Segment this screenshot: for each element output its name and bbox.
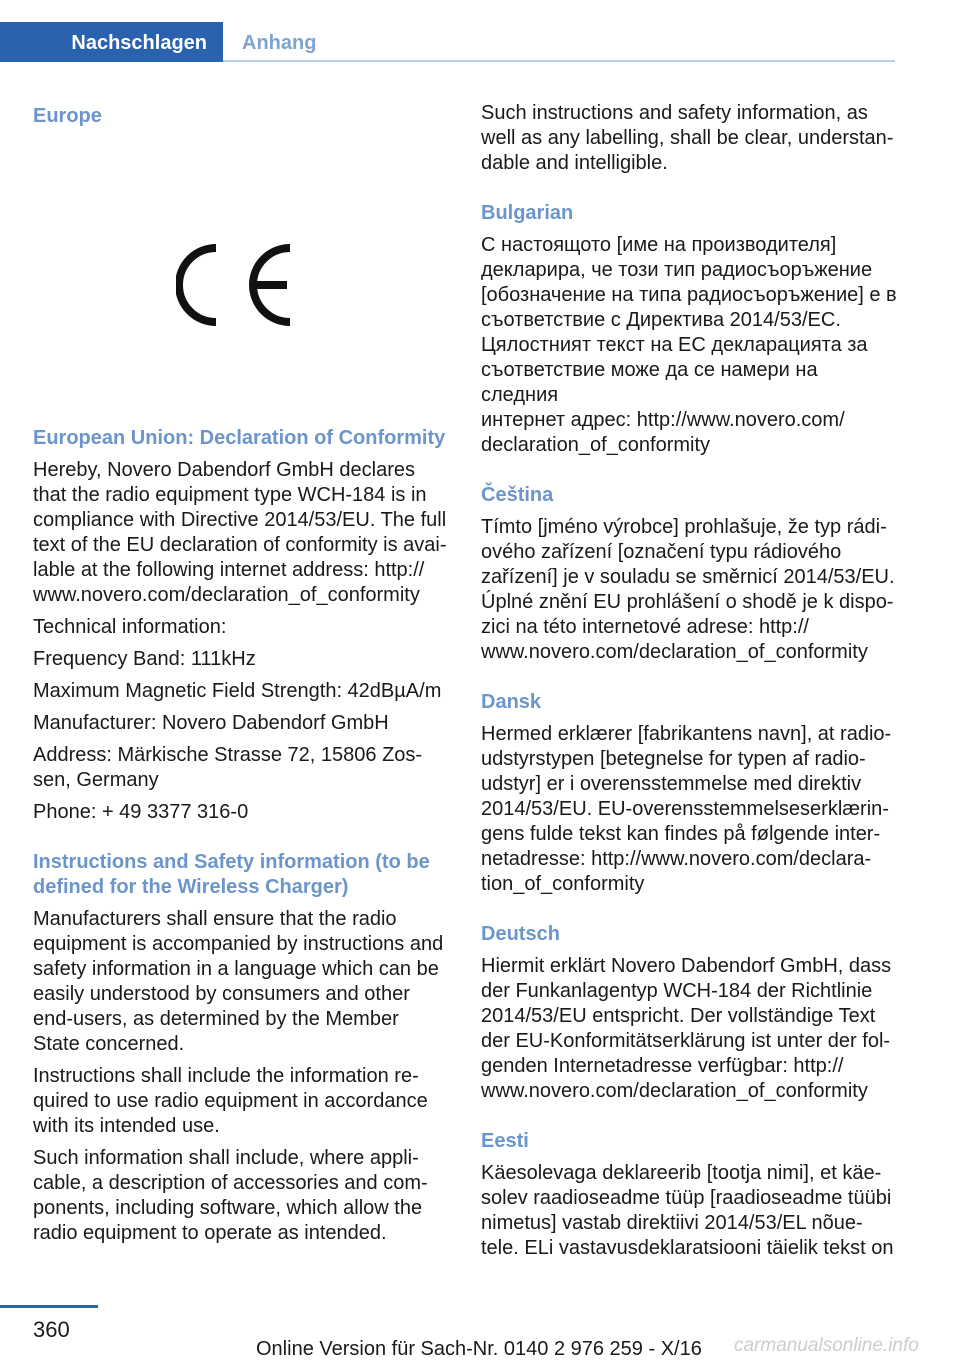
- instructions-paragraph-1: Manufacturers shall ensure that the radio equipment is accompanied by instructions and safety information in a language which can be easily understood by consumers and other end-users, as determined by the Member State concerned.: [33, 908, 444, 1055]
- eu-declaration-text: Hereby, Novero Dabendorf GmbH declares that the radio equipment type WCH-184 is in compliance with Directive 2014/53/EU. The full text of the EU declaration of conformity is avai- lable at the following internet address: http:// www.novero.com/declaration_of_conformity: [33, 459, 447, 606]
- frequency-band: Frequency Band: 111kHz: [33, 648, 256, 670]
- left-column: [33, 101, 451, 1253]
- ce-mark-area: [33, 136, 451, 426]
- footer-rule: [0, 1305, 98, 1308]
- czech-text: Tímto [jméno výrobce] prohlašuje, že typ rádi- ového zařízení [označení typu rádiového zařízení] je v souladu se směrnicí 2014/53/EU. Úplné znění EU prohlášení o shodě je k dispo- zici na této internetové adrese: http:// www.novero.com/declaration_of_conformity: [481, 516, 895, 663]
- section-title-instructions: Instructions and Safety information (to be defined for the Wireless Charger): [33, 851, 430, 898]
- section-title-czech: Čeština: [481, 484, 554, 506]
- section-title-bulgarian: Bulgarian: [481, 202, 574, 224]
- manufacturer: Manufacturer: Novero Dabendorf GmbH: [33, 712, 389, 734]
- online-version-note: Online Version für Sach-Nr. 0140 2 976 259 - X/16: [256, 1338, 702, 1360]
- section-title-danish: Dansk: [481, 691, 542, 713]
- estonian-text: Käesolevaga deklareerib [tootja nimi], et käe- solev raadioseadme tüüp [raadioseadme tüübi nimetus] vastab direktiivi 2014/53/EL nõue- tele. ELi vastavusdeklaratsiooni täielik tekst on: [481, 1162, 894, 1259]
- right-column: [481, 101, 897, 1268]
- instructions-continued: Such instructions and safety information, as well as any labelling, shall be clear, understan- dable and intelligible.: [481, 102, 894, 174]
- header-tabs: [0, 22, 895, 62]
- section-title-german: Deutsch: [481, 923, 560, 945]
- german-text: Hiermit erklärt Novero Dabendorf GmbH, dass der Funkanlagentyp WCH-184 der Richtlinie 2014/53/EU entspricht. Der vollständige Text der EU-Konformitätserklärung ist unter der fol- genden Internetadresse verfügbar: http:// www.novero.com/declaration_of_conformity: [481, 955, 892, 1102]
- instructions-paragraph-2: Instructions shall include the information re- quired to use radio equipment in accordance with its intended use.: [33, 1065, 428, 1137]
- tab-nachschlagen[interactable]: Nachschlagen: [0, 22, 223, 62]
- danish-text: Hermed erklærer [fabrikantens navn], at radio- udstyrstypen [betegnelse for typen af radio- udstyr] er i overensstemmelse med direktiv 2014/53/EU. EU-overensstemmelseserklærin- gens fulde tekst kan findes på følgende inter- netadresse: http://www.novero.com/declara- tion_of_conformity: [481, 723, 892, 895]
- section-title-estonian: Eesti: [481, 1130, 529, 1152]
- tab-anhang[interactable]: Anhang: [242, 32, 317, 54]
- section-title-europe: Europe: [33, 105, 102, 127]
- instructions-paragraph-3: Such information shall include, where appli- cable, a description of accessories and com- ponents, including software, which allow the radio equipment to operate as intended.: [33, 1147, 428, 1244]
- ce-mark-icon: [176, 242, 296, 328]
- header-rule: [223, 60, 895, 62]
- watermark: carmanualsonline.info: [734, 1335, 919, 1356]
- bulgarian-text: С настоящото [име на производителя] декларира, че този тип радиосъоръжение [обозначение на типа радиосъоръжение] е в съответствие с Директива 2014/53/ЕС. Цялостният текст на ЕС декларацията за съответствие може да се намери на следния интернет адрес: http://www.novero.com/ declaration_of_conformity: [481, 234, 897, 456]
- section-title-eu-declaration: European Union: Declaration of Conformity: [33, 427, 446, 449]
- field-strength: Maximum Magnetic Field Strength: 42dBµA/m: [33, 680, 442, 702]
- address: Address: Märkische Strasse 72, 15806 Zos- sen, Germany: [33, 744, 423, 791]
- technical-info-label: Technical information:: [33, 616, 227, 638]
- phone: Phone: + 49 3377 316-0: [33, 801, 249, 823]
- page-number: 360: [33, 1317, 70, 1342]
